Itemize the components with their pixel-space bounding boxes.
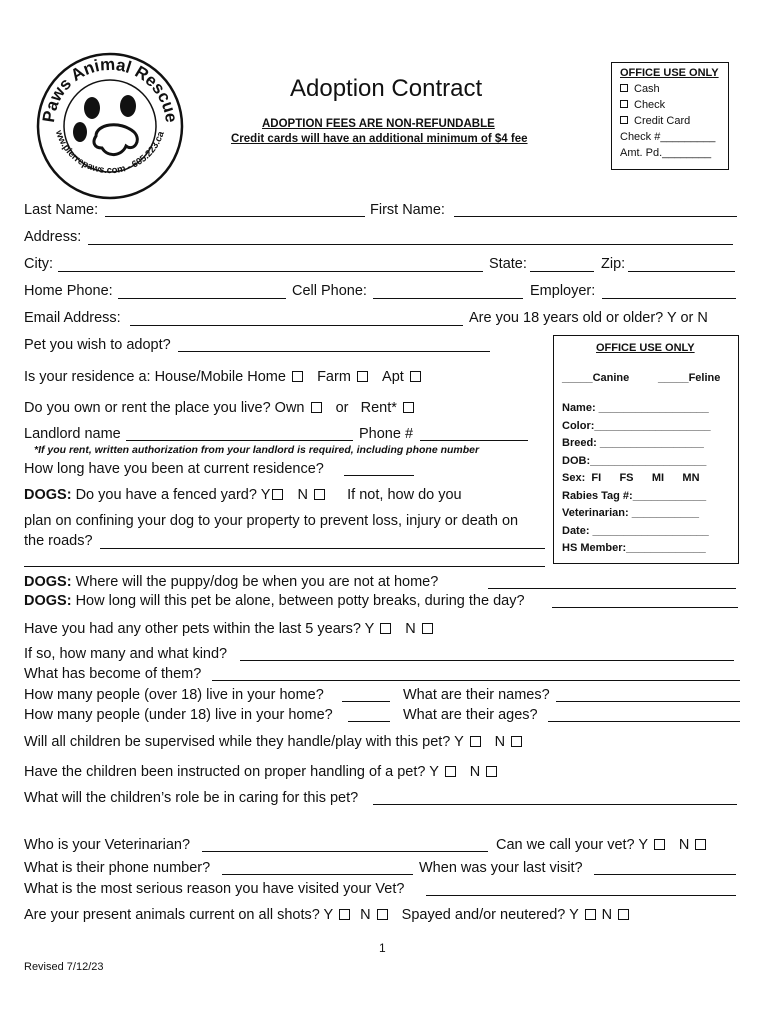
spayed-yes-checkbox[interactable] — [585, 909, 596, 920]
cash-checkbox[interactable] — [620, 84, 628, 92]
credit-notice: Credit cards will have an additional minimum of $4 fee — [231, 133, 528, 145]
residence-question: Is your residence a: House/Mobile Home Farm Apt — [24, 368, 423, 386]
email-label: Email Address: — [24, 310, 121, 326]
canine-field[interactable]: _____Canine — [562, 372, 630, 384]
other-pets-no-checkbox[interactable] — [422, 623, 433, 634]
under18-label: How many people (under 18) live in your home? — [24, 707, 333, 723]
other-pets-question: Have you had any other pets within the last 5 years? Y N — [24, 620, 435, 638]
credit-card-option[interactable]: Credit Card — [620, 113, 728, 129]
landlord-note: *If you rent, written authorization from your landlord is required, including phone number — [34, 444, 480, 456]
home-phone-label: Home Phone: — [24, 283, 113, 299]
farm-checkbox[interactable] — [357, 371, 368, 382]
supervised-question: Will all children be supervised while they handle/play with this pet? Y N — [24, 733, 524, 751]
call-vet-no-checkbox[interactable] — [695, 839, 706, 850]
cell-phone-field[interactable] — [373, 298, 523, 299]
fees-notice: ADOPTION FEES ARE NON-REFUNDABLE — [262, 118, 495, 130]
last-name-field[interactable] — [105, 216, 365, 217]
fenced-no-checkbox[interactable] — [314, 489, 325, 500]
pet-label: Pet you wish to adopt? — [24, 337, 171, 353]
logo-arc-bottom: ww.pierrepaws.com - 605.223.ca — [52, 128, 167, 177]
call-vet-question: Can we call your vet? Y N — [496, 836, 708, 854]
under18-field[interactable] — [348, 721, 390, 722]
serious-field[interactable] — [426, 895, 736, 896]
landlord-phone-label: Phone # — [359, 426, 414, 442]
ages-label: What are their ages? — [403, 707, 538, 723]
check-checkbox[interactable] — [620, 100, 628, 108]
animal-name-field[interactable]: Name: __________________ — [562, 402, 709, 414]
house-checkbox[interactable] — [292, 371, 303, 382]
employer-label: Employer: — [530, 283, 596, 299]
own-rent-question: Do you own or rent the place you live? Own or Rent* — [24, 399, 416, 417]
where-puppy-field[interactable] — [488, 588, 736, 589]
zip-label: Zip: — [601, 256, 626, 272]
animal-color-field[interactable]: Color:___________________ — [562, 419, 711, 432]
animal-sex-field[interactable]: Sex: FI FS MI MN — [562, 472, 700, 484]
names-field[interactable] — [556, 701, 740, 702]
check-option[interactable]: Check — [620, 97, 728, 113]
fenced-yard-question: DOGS: Do you have a fenced yard? Y N If not, how do you — [24, 487, 462, 503]
office-date-field[interactable]: Date: ___________________ — [562, 524, 709, 537]
vet-phone-label: What is their phone number? — [24, 860, 211, 876]
instructed-question: Have the children been instructed on proper handling of a pet? Y N — [24, 763, 499, 781]
become-field[interactable] — [212, 680, 740, 681]
zip-field[interactable] — [628, 271, 735, 272]
residence-duration-label: How long have you been at current residence? — [24, 461, 324, 477]
check-number-field[interactable]: Check #_________ — [620, 131, 716, 143]
serious-label: What is the most serious reason you have visited your Vet? — [24, 881, 405, 897]
feline-field[interactable]: _____Feline — [658, 372, 721, 384]
last-visit-label: When was your last visit? — [419, 860, 583, 876]
amount-paid-field[interactable]: Amt. Pd.________ — [620, 147, 712, 159]
fenced-yes-checkbox[interactable] — [272, 489, 283, 500]
supervised-yes-checkbox[interactable] — [470, 736, 481, 747]
names-label: What are their names? — [403, 687, 550, 703]
apt-checkbox[interactable] — [410, 371, 421, 382]
vet-label: Who is your Veterinarian? — [24, 837, 191, 853]
landlord-label: Landlord name — [24, 426, 121, 442]
office-use-box-side — [553, 335, 739, 564]
pet-field[interactable] — [178, 351, 490, 352]
cash-option[interactable]: Cash — [620, 81, 728, 97]
city-field[interactable] — [58, 271, 483, 272]
landlord-field[interactable] — [126, 440, 353, 441]
age-question[interactable]: Are you 18 years old or older? Y or N — [469, 310, 708, 326]
how-many-kind-field[interactable] — [240, 660, 734, 661]
rabies-tag-field[interactable]: Rabies Tag #:____________ — [562, 489, 707, 502]
instructed-yes-checkbox[interactable] — [445, 766, 456, 777]
employer-field[interactable] — [602, 298, 736, 299]
call-vet-yes-checkbox[interactable] — [654, 839, 665, 850]
vet-field[interactable] — [202, 851, 488, 852]
veterinarian-field[interactable]: Veterinarian: ___________ — [562, 507, 699, 519]
shots-question: Are your present animals current on all shots? Y N Spayed and/or neutered? Y N — [24, 906, 631, 924]
revised-date: Revised 7/12/23 — [24, 961, 104, 973]
own-checkbox[interactable] — [311, 402, 322, 413]
over18-field[interactable] — [342, 701, 390, 702]
last-name-label: Last Name: — [24, 202, 99, 218]
alone-field[interactable] — [552, 607, 738, 608]
page-title: Adoption Contract — [290, 75, 483, 102]
home-phone-field[interactable] — [118, 298, 286, 299]
page-number: 1 — [379, 941, 386, 955]
shots-no-checkbox[interactable] — [377, 909, 388, 920]
first-name-field[interactable] — [454, 216, 737, 217]
vet-phone-field[interactable] — [222, 874, 413, 875]
landlord-phone-field[interactable] — [420, 440, 528, 441]
office-side-title: OFFICE USE ONLY — [596, 342, 695, 354]
rent-checkbox[interactable] — [403, 402, 414, 413]
animal-dob-field[interactable]: DOB:___________________ — [562, 454, 707, 467]
svg-text:Paws Animal Rescue — [39, 55, 181, 124]
shots-yes-checkbox[interactable] — [339, 909, 350, 920]
address-label: Address: — [24, 229, 82, 245]
logo-arc-top: Paws Animal Rescue — [38, 54, 181, 124]
role-label: What will the children’s role be in caring for this pet? — [24, 790, 359, 806]
state-field[interactable] — [530, 271, 594, 272]
role-field[interactable] — [373, 804, 737, 805]
city-label: City: — [24, 256, 53, 272]
ages-field[interactable] — [548, 721, 740, 722]
supervised-no-checkbox[interactable] — [511, 736, 522, 747]
how-many-kind-label: If so, how many and what kind? — [24, 646, 228, 662]
roads-label: the roads? — [24, 533, 93, 549]
credit-card-checkbox[interactable] — [620, 116, 628, 124]
animal-breed-field[interactable]: Breed: _________________ — [562, 437, 704, 449]
other-pets-yes-checkbox[interactable] — [380, 623, 391, 634]
confine-field-1[interactable] — [100, 548, 545, 549]
over18-label: How many people (over 18) live in your home? — [24, 687, 324, 703]
address-field[interactable] — [88, 244, 733, 245]
office-use-title: OFFICE USE ONLY — [620, 67, 719, 79]
office-side-fields — [562, 400, 711, 558]
confine-question: plan on confining your dog to your property to prevent loss, injury or death on — [24, 513, 519, 529]
spayed-no-checkbox[interactable] — [618, 909, 629, 920]
state-label: State: — [489, 256, 527, 272]
hs-member-field[interactable]: HS Member:_____________ — [562, 542, 706, 554]
become-label: What has become of them? — [24, 666, 202, 682]
last-visit-field[interactable] — [594, 874, 736, 875]
residence-duration-field[interactable] — [344, 475, 414, 476]
confine-field-2[interactable] — [24, 566, 545, 567]
email-field[interactable] — [130, 325, 463, 326]
instructed-no-checkbox[interactable] — [486, 766, 497, 777]
alone-question: DOGS: How long will this pet be alone, between potty breaks, during the day? — [24, 593, 525, 609]
office-use-box-top — [611, 62, 729, 170]
where-puppy-question: DOGS: Where will the puppy/dog be when you are not at home? — [24, 574, 439, 590]
first-name-label: First Name: — [370, 202, 445, 218]
cell-phone-label: Cell Phone: — [292, 283, 367, 299]
paw-logo-icon — [30, 40, 190, 200]
logo — [30, 40, 190, 200]
